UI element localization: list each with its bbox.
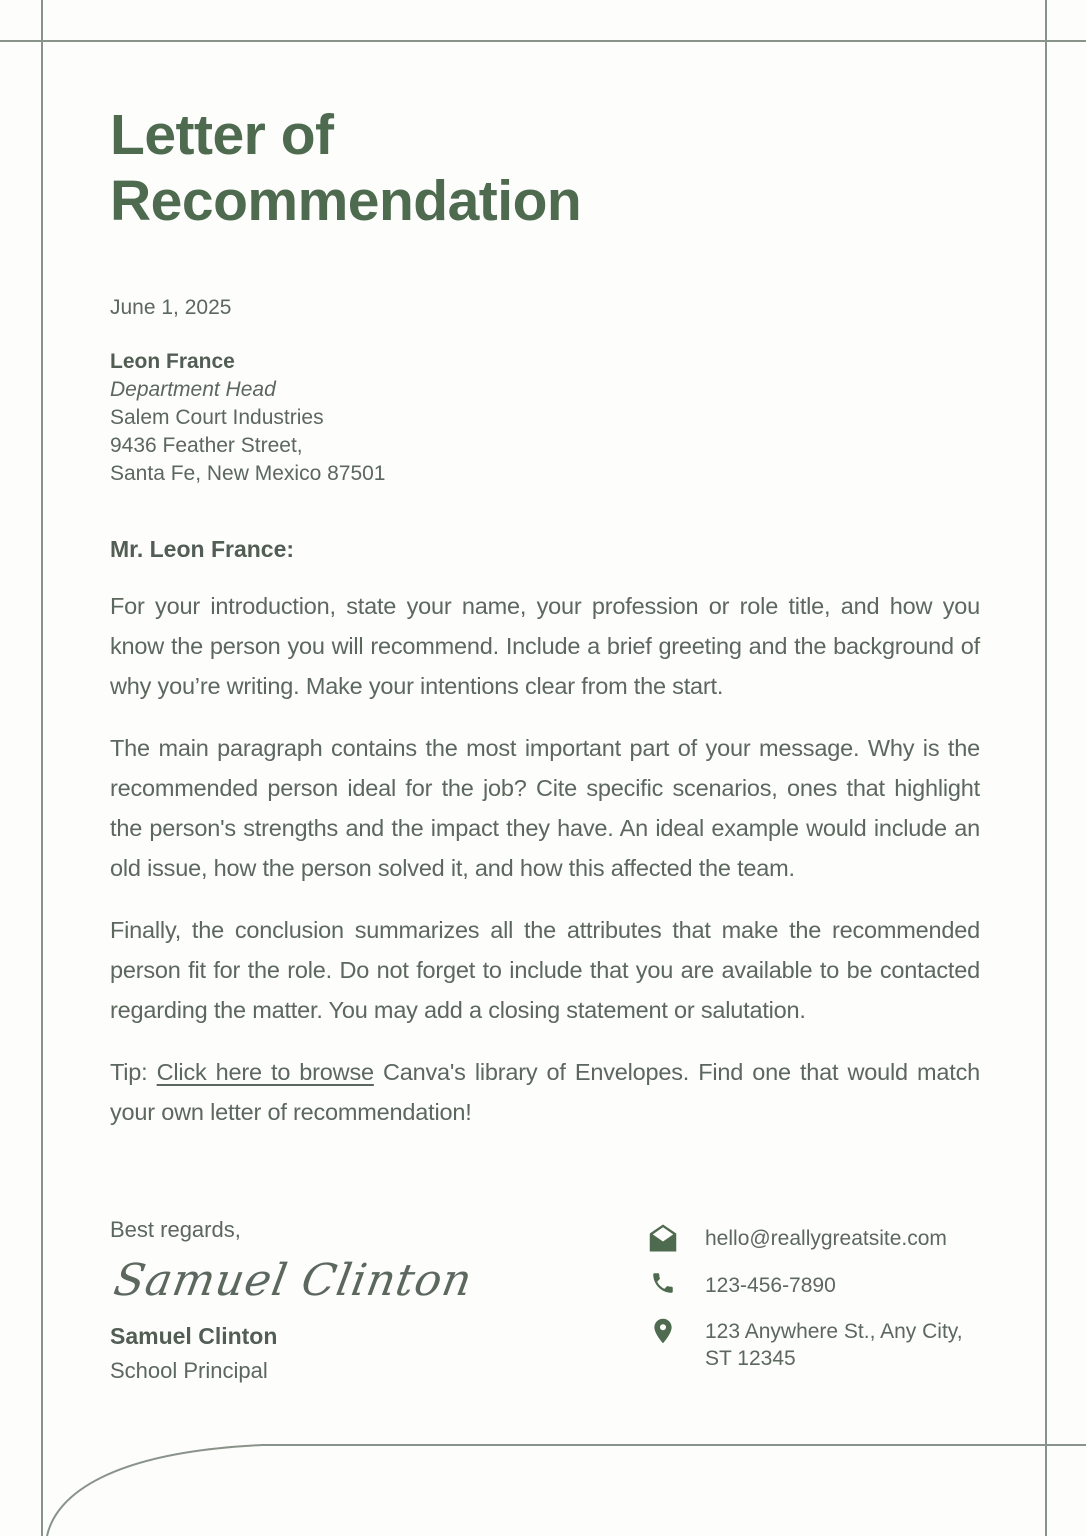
- recipient-address-block: [110, 348, 980, 488]
- contact-block: [648, 1215, 980, 1389]
- contact-phone: 123-456-7890: [705, 1274, 836, 1297]
- paragraph-conclusion: Finally, the conclusion summarizes all the attributes that make the recommended person fit for the role. Do not forget to include that you are available to be contacted regarding the matter. You may add a closing statement or salutation.: [110, 917, 980, 1023]
- tip-suffix: Canva's library of Envelopes. Find one that would match your own letter of recommendation!: [110, 1059, 980, 1125]
- email-envelope-icon: [648, 1223, 678, 1253]
- contact-address-row: [648, 1316, 980, 1372]
- signer-name: Samuel Clinton: [110, 1323, 278, 1349]
- contact-address-line-1: 123 Anywhere St., Any City,: [705, 1320, 963, 1343]
- paragraph-introduction: For your introduction, state your name, your profession or role title, and how you know the person you will recommend. Include a brief greeting and the background of why you’re writing. Make your intentions clear from the start.: [110, 593, 980, 699]
- recipient-role: Department Head: [110, 378, 276, 401]
- contact-address: [705, 1316, 963, 1372]
- recipient-name: Leon France: [110, 350, 235, 373]
- salutation: Mr. Leon France:: [110, 536, 295, 562]
- contact-phone-row: [648, 1270, 980, 1299]
- signer-role: School Principal: [110, 1358, 268, 1383]
- paragraph-main: The main paragraph contains the most important part of your message. Why is the recommended person ideal for the job? Cite specific scenarios, ones that highlight the person's strengths and the impact they have. An ideal example would include an old issue, how the person solved it, and how this affected the team.: [110, 735, 980, 881]
- tip-prefix: Tip:: [110, 1059, 157, 1085]
- browse-envelopes-link[interactable]: Click here to browse: [156, 1059, 374, 1085]
- tip-paragraph: [110, 1052, 980, 1132]
- location-pin-icon: [649, 1316, 677, 1346]
- handwritten-signature: Samuel Clinton: [110, 1255, 477, 1306]
- letter-footer: [110, 1215, 980, 1389]
- recipient-street: 9436 Feather Street,: [110, 434, 303, 457]
- recipient-company: Salem Court Industries: [110, 406, 324, 429]
- contact-email-row: [648, 1223, 980, 1253]
- page-title-line-1: Letter of: [110, 103, 334, 167]
- page-title-line-2: Recommendation: [110, 169, 582, 233]
- letter-date: June 1, 2025: [110, 296, 232, 319]
- page-title: [110, 102, 980, 234]
- closing-block: [110, 1215, 477, 1385]
- recipient-city: Santa Fe, New Mexico 87501: [110, 462, 386, 485]
- contact-address-line-2: ST 12345: [705, 1347, 796, 1370]
- contact-email: hello@reallygreatsite.com: [705, 1227, 947, 1250]
- valediction: Best regards,: [110, 1217, 241, 1242]
- border-bottom-curved-line: [47, 1445, 1086, 1536]
- phone-handset-icon: [650, 1270, 676, 1296]
